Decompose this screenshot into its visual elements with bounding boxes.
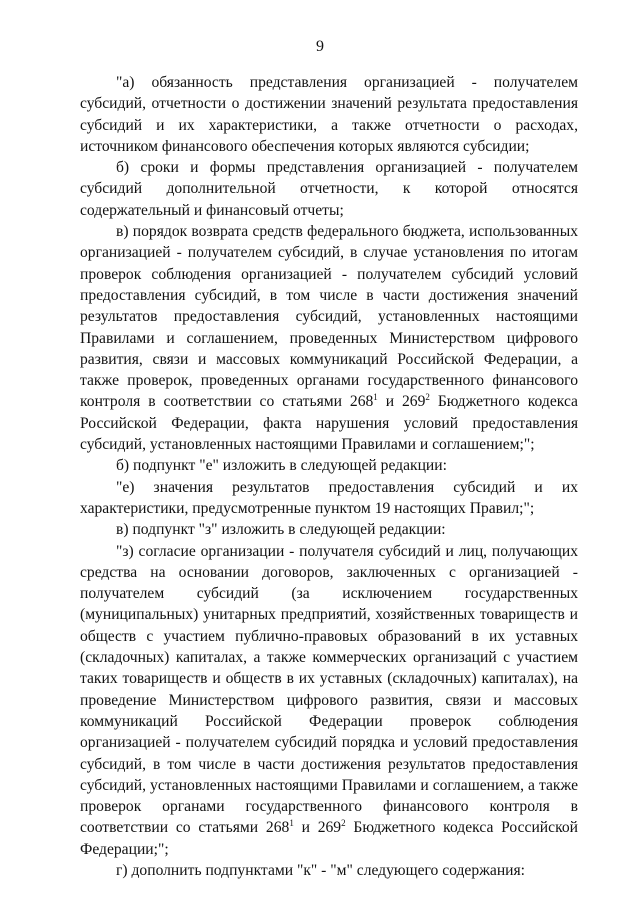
paragraph-a: "а) обязанность представления организацией - получателем субсидий, отчетности о достижении значений результата предоставления субсидий и их характеристики, а также отчетности о расходах, источником финансового обеспечения которых являются субсидии; — [80, 74, 578, 155]
paragraph-z-end: Бюджетного кодекса Российской Федерации;"; — [80, 819, 578, 858]
paragraph-z-text: "з) согласие организации - получателя субсидий и лиц, получающих средства на основании договоров, заключенных с организацией - получателем субсидий (за исключением государственных (муниципальных) унитарных предприятий, хозяйственных товариществ и обществ с участием публично-правовых образований в их уставных (складочных) капиталах, а также коммерческих организаций с участием таких товариществ и обществ в их уставных (складочных) капиталах), на проведение Министерством цифрового развития, связи и массовых коммуникаций Российской Федерации проверок соблюдения организацией - получателем субсидий порядка и условий предоставления субсидий, в том числе в части достижения результатов предоставления субсидий, установленных настоящими Правилами и соглашением, а также проверок органами государственного финансового контроля в соответствии со статьями 268 — [80, 542, 578, 837]
paragraph-v-end: Бюджетного кодекса Российской Федерации, факта нарушения условий предоставления субсидий, установленных настоящими Правилами и соглашением;"; — [80, 393, 578, 454]
paragraph-v — [80, 221, 578, 455]
page-number: 9 — [316, 38, 324, 55]
paragraph-g: г) дополнить подпунктами "к" - "м" следующего содержания: — [116, 861, 526, 879]
paragraph-z — [80, 541, 578, 860]
paragraph-e: "е) значения результатов предоставления субсидий и их характеристики, предусмотренные пунктом 19 настоящих Правил;"; — [80, 478, 578, 517]
paragraph-v-text: в) порядок возврата средств федерального бюджета, использованных организацией - получателем субсидий, в случае установления по итогам проверок соблюдения организацией - получателем субсидий условий предоставления субсидий, в том числе в части достижения значений результатов предоставления субсидий, установленных настоящими Правилами и соглашением, проведенных Министерством цифрового развития, связи и массовых коммуникаций Российской Федерации, а также проверок, проведенных органами государственного финансового контроля в соответствии со статьями 268 — [80, 223, 578, 411]
footnote-sup: 2 — [341, 818, 346, 829]
footnote-sup: 2 — [425, 392, 430, 403]
paragraph-subpoint-e-intro: б) подпункт "е" изложить в следующей редакции: — [116, 457, 447, 475]
paragraph-b: б) сроки и формы представления организацией - получателем субсидий дополнительной отчетности, к которой относятся содержательный и финансовый отчеты; — [80, 159, 578, 219]
footnote-sup: 1 — [289, 818, 294, 829]
paragraph-subpoint-z-intro: в) подпункт "з" изложить в следующей редакции: — [116, 521, 446, 539]
paragraph-v-mid: и 269 — [377, 393, 426, 411]
paragraph-z-mid: и 269 — [293, 819, 342, 837]
footnote-sup: 1 — [373, 392, 378, 403]
document-body — [80, 72, 578, 881]
